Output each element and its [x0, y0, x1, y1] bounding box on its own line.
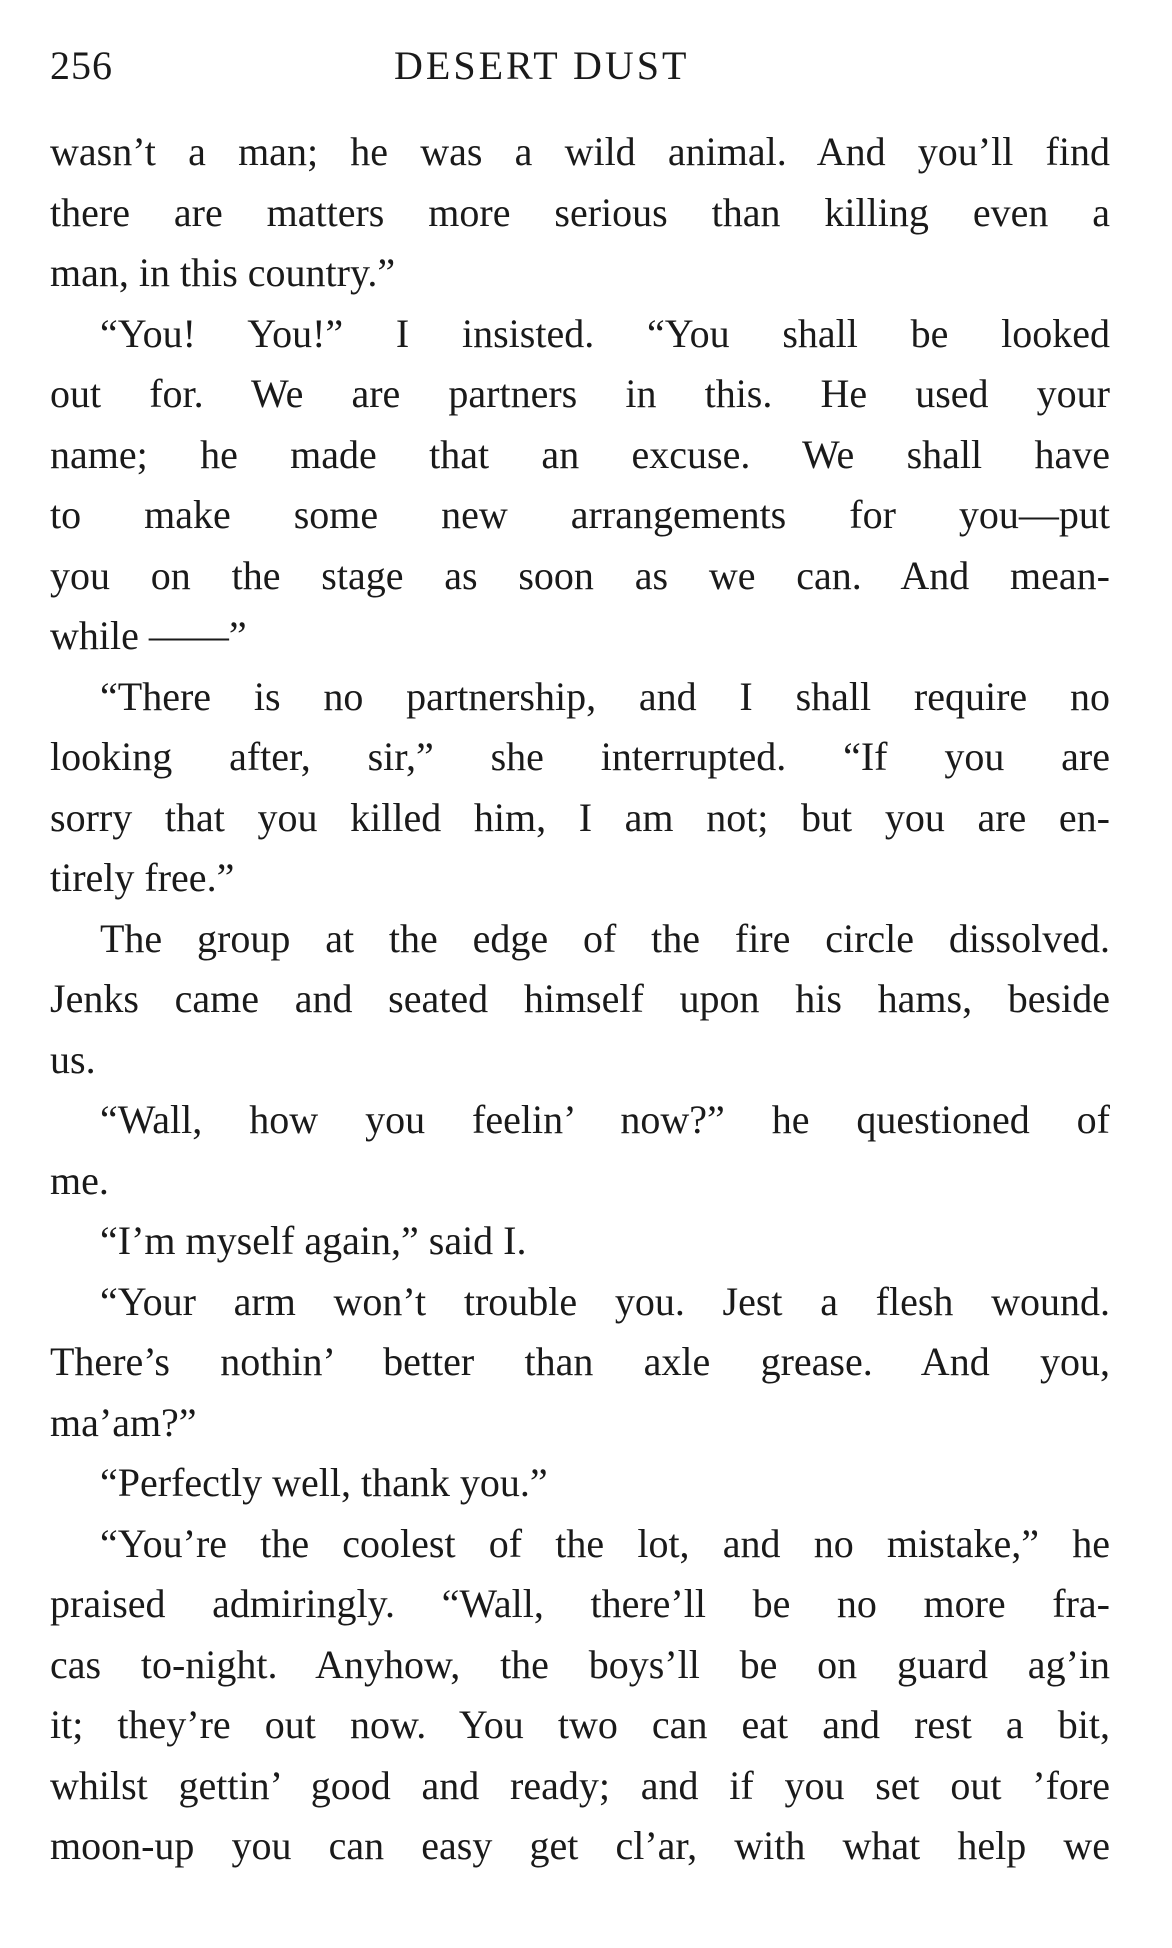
text-line: The group at the edge of the fire circle dissolved.: [100, 915, 1110, 961]
text-line: “Perfectly well, thank you.”: [100, 1460, 548, 1505]
text-line: whilst gettin’ good and ready; and if you set out ’fore: [50, 1762, 1110, 1808]
text-line: wasn’t a man; he was a wild animal. And you’ll find: [50, 129, 1110, 174]
text-line: moon-up you can easy get cl’ar, with what help we: [50, 1823, 1110, 1868]
text-line: praised admiringly. “Wall, there’ll be no more fra-: [50, 1581, 1110, 1626]
text-line: cas to-night. Anyhow, the boys’ll be on guard ag’in: [50, 1641, 1110, 1687]
body-text: [50, 122, 1110, 1877]
page-number: 256: [50, 43, 113, 88]
text-line: looking after, sir,” she interrupted. “If you are: [50, 734, 1110, 779]
text-line: “You’re the coolest of the lot, and no mistake,” he: [100, 1520, 1110, 1566]
text-line: there are matters more serious than killing even a: [50, 189, 1110, 235]
text-line: sorry that you killed him, I am not; but you are en-: [50, 794, 1110, 840]
text-line: name; he made that an excuse. We shall have: [50, 431, 1110, 477]
text-line: “You! You!” I insisted. “You shall be looked: [100, 310, 1110, 356]
text-line: man, in this country.”: [50, 250, 396, 295]
text-line: me.: [50, 1157, 109, 1203]
page-header: [50, 42, 1114, 102]
text-line: out for. We are partners in this. He used your: [50, 371, 1110, 416]
text-line: Jenks came and seated himself upon his hams, beside: [50, 976, 1110, 1021]
text-line: “There is no partnership, and I shall require no: [100, 673, 1110, 719]
text-line: you on the stage as soon as we can. And mean-: [50, 552, 1110, 598]
text-line: ma’am?”: [50, 1399, 197, 1445]
text-line: “I’m myself again,” said I.: [100, 1218, 527, 1263]
text-line: “Your arm won’t trouble you. Jest a flesh wound.: [100, 1278, 1110, 1324]
text-line: There’s nothin’ better than axle grease. And you,: [50, 1339, 1110, 1384]
text-line: “Wall, how you feelin’ now?” he questioned of: [100, 1097, 1110, 1142]
text-line: us.: [50, 1036, 96, 1082]
text-line: tirely free.”: [50, 855, 235, 900]
running-head: DESERT DUST: [394, 43, 690, 88]
text-line: to make some new arrangements for you—put: [50, 492, 1110, 537]
text-line: while ——”: [50, 613, 247, 658]
text-line: it; they’re out now. You two can eat and rest a bit,: [50, 1702, 1110, 1747]
